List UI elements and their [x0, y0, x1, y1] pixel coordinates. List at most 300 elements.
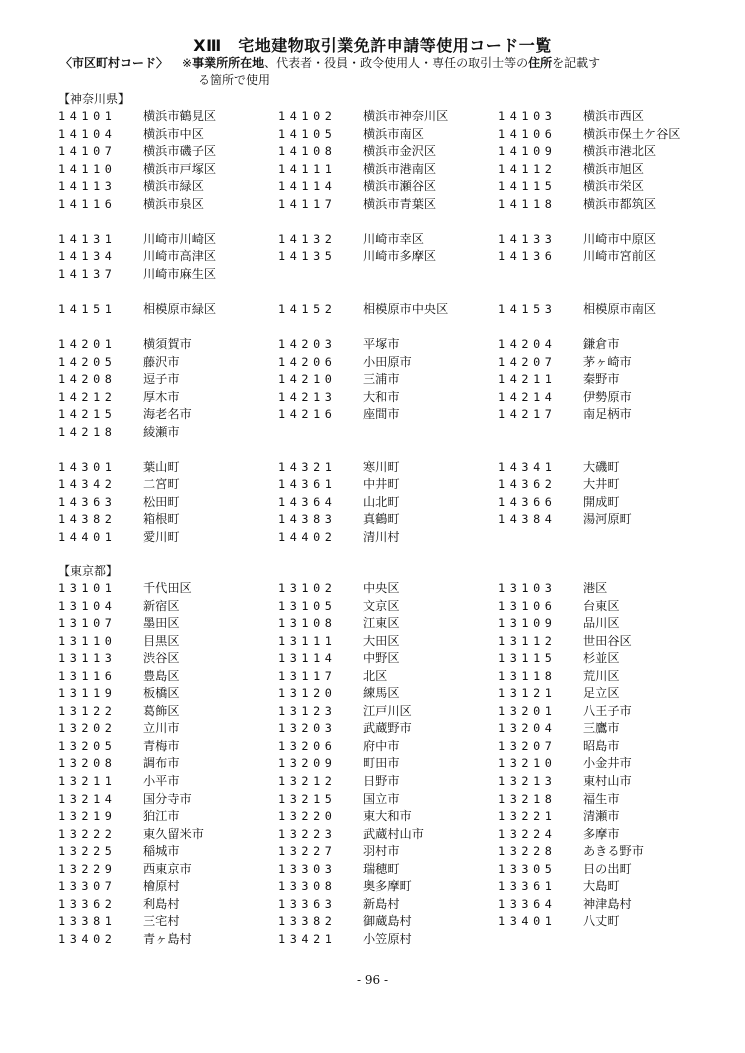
code-entry — [278, 773, 498, 791]
municipality-name: 葛飾区 — [143, 703, 180, 718]
code-entry — [278, 248, 498, 266]
municipality-name: 小笠原村 — [363, 931, 412, 946]
municipality-code: 13204 — [498, 721, 557, 736]
municipality-code: 14118 — [498, 196, 557, 211]
code-entry — [278, 580, 498, 598]
municipality-code: 13116 — [58, 668, 117, 683]
note-label: 〈市区町村コード〉 — [60, 56, 169, 70]
municipality-name: 横浜市西区 — [583, 109, 644, 123]
municipality-code: 14214 — [498, 389, 557, 404]
code-entry — [278, 494, 498, 512]
municipality-name: 真鶴町 — [363, 512, 400, 527]
municipality-code: 13121 — [498, 686, 557, 701]
table-row — [58, 650, 718, 668]
municipality-code: 13363 — [278, 896, 337, 911]
municipality-code: 13362 — [58, 896, 117, 911]
code-entry — [498, 371, 718, 389]
municipality-code: 13382 — [278, 914, 337, 929]
code-entry — [278, 791, 498, 809]
municipality-code: 13220 — [278, 809, 337, 824]
code-entry — [58, 406, 278, 424]
table-row — [58, 878, 718, 896]
municipality-name: 鎌倉市 — [583, 336, 620, 351]
code-entry — [278, 529, 498, 547]
code-entry — [278, 755, 498, 773]
municipality-name: 海老名市 — [143, 407, 192, 422]
municipality-name: 羽村市 — [363, 844, 400, 859]
municipality-name: 綾瀬市 — [143, 424, 180, 439]
municipality-name: 藤沢市 — [143, 354, 180, 369]
municipality-name: 横浜市港南区 — [363, 161, 437, 176]
code-entry — [58, 826, 278, 844]
code-entry — [498, 703, 718, 721]
municipality-name: 川崎市高津区 — [143, 249, 217, 264]
usage-note — [60, 55, 700, 89]
municipality-code: 13202 — [58, 721, 117, 736]
code-entry — [58, 808, 278, 826]
municipality-name: 横浜市中区 — [143, 126, 204, 141]
municipality-name: 南足柄市 — [583, 407, 632, 422]
section-tokyo — [58, 562, 718, 966]
code-entry — [58, 248, 278, 266]
code-entry — [498, 126, 718, 144]
code-entry — [498, 896, 718, 914]
code-entry — [58, 371, 278, 389]
code-entry — [58, 196, 278, 214]
municipality-code: 13105 — [278, 598, 337, 613]
code-entry — [498, 843, 718, 861]
municipality-code: 14201 — [58, 336, 117, 351]
code-entry — [498, 108, 718, 126]
municipality-name: 多摩市 — [583, 826, 620, 841]
municipality-code: 13364 — [498, 896, 557, 911]
code-entry — [58, 266, 278, 284]
code-entry — [58, 668, 278, 686]
municipality-code: 13308 — [278, 879, 337, 894]
municipality-name: 江戸川区 — [363, 703, 412, 718]
municipality-code: 14136 — [498, 249, 557, 264]
municipality-code: 14342 — [58, 477, 117, 492]
code-entry — [278, 685, 498, 703]
code-entry — [58, 336, 278, 354]
municipality-name: 横浜市磯子区 — [143, 144, 217, 159]
municipality-code: 14208 — [58, 372, 117, 387]
municipality-code: 13229 — [58, 861, 117, 876]
municipality-code: 13307 — [58, 879, 117, 894]
code-group — [58, 336, 718, 441]
municipality-code: 14117 — [278, 196, 337, 211]
municipality-code: 13206 — [278, 738, 337, 753]
table-row — [58, 126, 718, 144]
code-entry — [278, 896, 498, 914]
municipality-name: 愛川町 — [143, 529, 180, 544]
note-bold-address: 住所 — [528, 56, 553, 70]
municipality-code: 14131 — [58, 231, 117, 246]
municipality-name: 横浜市金沢区 — [363, 144, 437, 159]
code-entry — [58, 178, 278, 196]
municipality-name: 文京区 — [363, 598, 400, 613]
code-entry — [278, 913, 498, 931]
code-entry — [58, 494, 278, 512]
code-entry — [498, 720, 718, 738]
municipality-name: 足立区 — [583, 686, 620, 701]
code-group — [58, 301, 718, 319]
municipality-code: 14134 — [58, 249, 117, 264]
municipality-name: 横浜市戸塚区 — [143, 161, 217, 176]
table-row — [58, 598, 718, 616]
municipality-name: 利島村 — [143, 896, 180, 911]
table-row — [58, 685, 718, 703]
code-entry — [58, 843, 278, 861]
table-row — [58, 580, 718, 598]
table-row — [58, 301, 718, 319]
code-entry — [58, 529, 278, 547]
code-entry — [498, 685, 718, 703]
municipality-code: 14152 — [278, 301, 337, 316]
code-entry — [498, 389, 718, 407]
municipality-name: 中井町 — [363, 477, 400, 492]
municipality-code: 13112 — [498, 633, 557, 648]
table-row — [58, 633, 718, 651]
municipality-code: 13118 — [498, 668, 557, 683]
municipality-code: 13219 — [58, 809, 117, 824]
table-row — [58, 389, 718, 407]
municipality-code: 13123 — [278, 703, 337, 718]
municipality-code: 13122 — [58, 703, 117, 718]
municipality-name: 西東京市 — [143, 861, 192, 876]
municipality-code: 13225 — [58, 844, 117, 859]
municipality-name: 厚木市 — [143, 389, 180, 404]
code-entry — [278, 196, 498, 214]
code-entry — [58, 424, 278, 442]
municipality-name: 福生市 — [583, 791, 620, 806]
municipality-name: 千代田区 — [143, 581, 192, 595]
municipality-name: 武蔵野市 — [363, 721, 412, 736]
municipality-code: 13214 — [58, 791, 117, 806]
municipality-code: 13221 — [498, 809, 557, 824]
municipality-code: 14151 — [58, 301, 117, 316]
table-row — [58, 738, 718, 756]
code-entry — [58, 720, 278, 738]
table-row — [58, 826, 718, 844]
municipality-code: 13109 — [498, 616, 557, 631]
section-label: 【東京都】 — [58, 564, 119, 578]
table-row — [58, 896, 718, 914]
municipality-code: 14110 — [58, 161, 117, 176]
municipality-name: 横浜市泉区 — [143, 196, 204, 211]
municipality-name: 山北町 — [363, 494, 400, 509]
municipality-name: 奥多摩町 — [363, 879, 412, 894]
code-entry — [58, 161, 278, 179]
municipality-name: あきる野市 — [583, 844, 644, 859]
municipality-code: 13117 — [278, 668, 337, 683]
code-entry — [278, 406, 498, 424]
municipality-code: 13210 — [498, 756, 557, 771]
code-entry — [498, 494, 718, 512]
code-entry — [498, 615, 718, 633]
municipality-name: 杉並区 — [583, 651, 620, 666]
code-entry — [498, 406, 718, 424]
municipality-name: 大島町 — [583, 879, 620, 894]
municipality-name: 横須賀市 — [143, 336, 192, 351]
code-entry — [278, 301, 498, 319]
code-entry — [58, 598, 278, 616]
code-entry — [278, 371, 498, 389]
municipality-code: 14135 — [278, 249, 337, 264]
code-entry — [278, 931, 498, 949]
table-row — [58, 354, 718, 372]
municipality-name: 小田原市 — [363, 354, 412, 369]
municipality-name: 青梅市 — [143, 738, 180, 753]
municipality-code: 14211 — [498, 372, 557, 387]
municipality-name: 開成町 — [583, 494, 620, 509]
municipality-code: 13305 — [498, 861, 557, 876]
code-entry — [498, 633, 718, 651]
municipality-name: 昭島市 — [583, 738, 620, 753]
municipality-name: 東村山市 — [583, 774, 632, 789]
code-entry — [58, 773, 278, 791]
code-entry — [58, 791, 278, 809]
municipality-name: 箱根町 — [143, 512, 180, 527]
municipality-code: 14401 — [58, 529, 117, 544]
municipality-code: 14115 — [498, 179, 557, 194]
code-entry — [58, 878, 278, 896]
table-row — [58, 196, 718, 214]
code-group — [58, 580, 718, 948]
municipality-name: 新島村 — [363, 896, 400, 911]
municipality-code: 13227 — [278, 844, 337, 859]
municipality-code: 14132 — [278, 231, 337, 246]
code-entry — [498, 231, 718, 249]
municipality-code: 14153 — [498, 301, 557, 316]
municipality-code: 13207 — [498, 738, 557, 753]
municipality-name: 川崎市多摩区 — [363, 249, 437, 264]
municipality-name: 品川区 — [583, 616, 620, 631]
municipality-code: 14106 — [498, 126, 557, 141]
municipality-name: 江東区 — [363, 616, 400, 631]
code-entry — [498, 755, 718, 773]
municipality-name: 三浦市 — [363, 372, 400, 387]
table-row — [58, 773, 718, 791]
municipality-name: 神津島村 — [583, 896, 632, 911]
municipality-code: 13201 — [498, 703, 557, 718]
code-entry — [58, 389, 278, 407]
table-row — [58, 913, 718, 931]
page-title: ⅩⅢ 宅地建物取引業免許申請等使用コード一覧 — [193, 36, 552, 55]
code-entry — [278, 615, 498, 633]
municipality-code: 14321 — [278, 459, 337, 474]
table-row — [58, 248, 718, 266]
municipality-name: 豊島区 — [143, 668, 180, 683]
code-group — [58, 231, 718, 284]
table-row — [58, 336, 718, 354]
municipality-code: 14108 — [278, 144, 337, 159]
municipality-code: 14366 — [498, 494, 557, 509]
municipality-code: 14204 — [498, 336, 557, 351]
municipality-name: 国立市 — [363, 791, 400, 806]
municipality-code: 13401 — [498, 914, 557, 929]
municipality-name: 横浜市旭区 — [583, 161, 644, 176]
section-label: 【神奈川県】 — [58, 92, 131, 106]
code-entry — [498, 861, 718, 879]
code-entry — [278, 354, 498, 372]
code-entry — [498, 143, 718, 161]
municipality-code: 13303 — [278, 861, 337, 876]
code-entry — [278, 720, 498, 738]
municipality-name: 川崎市幸区 — [363, 231, 424, 246]
code-entry — [278, 738, 498, 756]
code-entry — [498, 301, 718, 319]
note-tail: を記載す — [552, 56, 601, 70]
code-entry — [498, 650, 718, 668]
municipality-name: 二宮町 — [143, 477, 180, 492]
code-entry — [278, 861, 498, 879]
code-entry — [498, 773, 718, 791]
municipality-name: 立川市 — [143, 721, 180, 736]
code-entry — [58, 126, 278, 144]
municipality-code: 14102 — [278, 109, 337, 123]
municipality-name: 世田谷区 — [583, 633, 632, 648]
municipality-name: 国分寺市 — [143, 791, 192, 806]
municipality-name: 荒川区 — [583, 668, 620, 683]
code-entry — [278, 178, 498, 196]
note-text — [182, 56, 600, 70]
municipality-code: 13119 — [58, 686, 117, 701]
municipality-name: 三鷹市 — [583, 721, 620, 736]
table-row — [58, 529, 718, 547]
municipality-code: 14133 — [498, 231, 557, 246]
municipality-name: 大井町 — [583, 477, 620, 492]
municipality-name: 横浜市鶴見区 — [143, 109, 217, 123]
municipality-code: 14112 — [498, 161, 557, 176]
table-row — [58, 791, 718, 809]
municipality-name: 大田区 — [363, 633, 400, 648]
code-entry — [278, 336, 498, 354]
municipality-name: 板橋区 — [143, 686, 180, 701]
municipality-code: 14363 — [58, 494, 117, 509]
municipality-name: 目黒区 — [143, 633, 180, 648]
table-row — [58, 143, 718, 161]
municipality-name: 茅ヶ崎市 — [583, 354, 632, 369]
municipality-name: 練馬区 — [363, 686, 400, 701]
code-entry — [58, 650, 278, 668]
code-entry — [498, 791, 718, 809]
municipality-code: 14103 — [498, 109, 557, 123]
code-entry — [498, 459, 718, 477]
municipality-name: 大磯町 — [583, 459, 620, 474]
code-group — [58, 108, 718, 213]
code-entry — [278, 476, 498, 494]
municipality-code: 14137 — [58, 266, 117, 281]
municipality-name: 大和市 — [363, 389, 400, 404]
code-entry — [58, 615, 278, 633]
code-entry — [58, 931, 278, 949]
code-entry — [278, 826, 498, 844]
municipality-code: 13101 — [58, 581, 117, 595]
code-entry — [498, 878, 718, 896]
municipality-code: 14114 — [278, 179, 337, 194]
municipality-name: 東久留米市 — [143, 826, 204, 841]
table-row — [58, 755, 718, 773]
municipality-code: 14212 — [58, 389, 117, 404]
table-row — [58, 231, 718, 249]
code-groups — [58, 108, 718, 546]
municipality-name: 狛江市 — [143, 809, 180, 824]
municipality-name: 川崎市麻生区 — [143, 266, 217, 281]
municipality-name: 横浜市都筑区 — [583, 196, 657, 211]
municipality-name: 横浜市港北区 — [583, 144, 657, 159]
municipality-code: 13103 — [498, 581, 557, 595]
code-entry — [498, 178, 718, 196]
municipality-name: 調布市 — [143, 756, 180, 771]
municipality-name: 横浜市南区 — [363, 126, 424, 141]
municipality-name: 墨田区 — [143, 616, 180, 631]
table-row — [58, 476, 718, 494]
municipality-code: 14402 — [278, 529, 337, 544]
table-row — [58, 108, 718, 126]
municipality-code: 14215 — [58, 407, 117, 422]
municipality-name: 八王子市 — [583, 703, 632, 718]
municipality-code: 13120 — [278, 686, 337, 701]
code-entry — [498, 580, 718, 598]
municipality-code: 14301 — [58, 459, 117, 474]
municipality-code: 13215 — [278, 791, 337, 806]
municipality-name: 秦野市 — [583, 372, 620, 387]
municipality-code: 14217 — [498, 407, 557, 422]
code-entry — [498, 738, 718, 756]
code-entry — [498, 913, 718, 931]
municipality-code: 13218 — [498, 791, 557, 806]
section-kanagawa — [58, 90, 718, 564]
table-row — [58, 703, 718, 721]
municipality-code: 14383 — [278, 512, 337, 527]
code-entry — [498, 598, 718, 616]
municipality-code: 13208 — [58, 756, 117, 771]
municipality-name: 相模原市中央区 — [363, 301, 449, 316]
municipality-name: 港区 — [583, 581, 608, 595]
code-entry — [498, 826, 718, 844]
table-row — [58, 494, 718, 512]
municipality-name: 稲城市 — [143, 844, 180, 859]
municipality-code: 14218 — [58, 424, 117, 439]
municipality-code: 13106 — [498, 598, 557, 613]
municipality-code: 14205 — [58, 354, 117, 369]
municipality-code: 14361 — [278, 477, 337, 492]
municipality-name: 檜原村 — [143, 879, 180, 894]
municipality-name: 新宿区 — [143, 598, 180, 613]
municipality-name: 相模原市緑区 — [143, 301, 217, 316]
municipality-name: 伊勢原市 — [583, 389, 632, 404]
municipality-code: 14109 — [498, 144, 557, 159]
code-entry — [498, 196, 718, 214]
municipality-name: 座間市 — [363, 407, 400, 422]
municipality-name: 青ヶ島村 — [143, 931, 192, 946]
code-entry — [498, 354, 718, 372]
table-row — [58, 424, 718, 442]
municipality-code: 13212 — [278, 774, 337, 789]
table-row — [58, 161, 718, 179]
code-entry — [498, 808, 718, 826]
municipality-code: 13361 — [498, 879, 557, 894]
code-entry — [498, 336, 718, 354]
municipality-name: 横浜市緑区 — [143, 179, 204, 194]
note-prefix: ※ — [182, 56, 193, 70]
municipality-code: 13381 — [58, 914, 117, 929]
municipality-code: 13110 — [58, 633, 117, 648]
code-entry — [498, 161, 718, 179]
code-entry — [498, 248, 718, 266]
municipality-code: 14341 — [498, 459, 557, 474]
